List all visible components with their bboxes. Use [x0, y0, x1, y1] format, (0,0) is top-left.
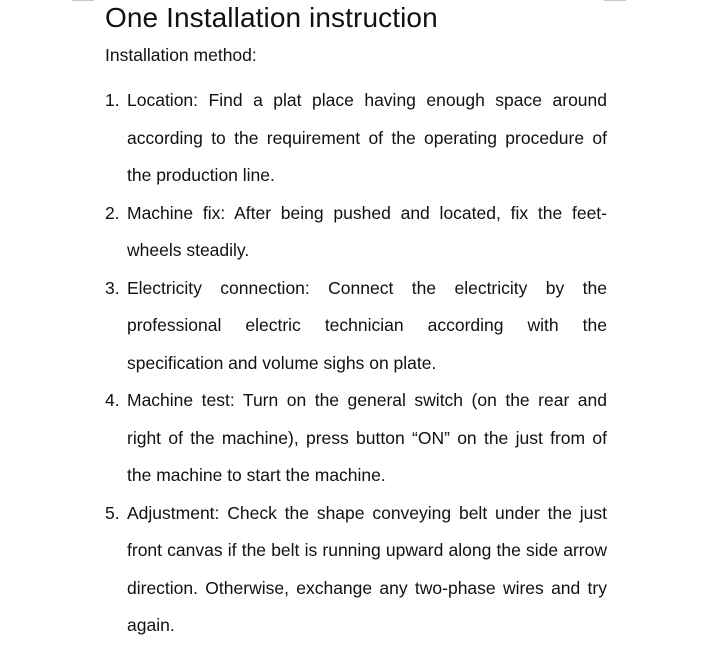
step-item-2 — [105, 195, 607, 270]
step-number: 3. — [105, 277, 120, 298]
step-item-3 — [105, 270, 607, 383]
page-corner-mark-left — [72, 0, 94, 1]
installation-steps-list — [105, 82, 607, 645]
step-text: Machine test: Turn on the general switch (on the rear and right of the machine), press button “ON” on the just from of the machine to start the machine. — [127, 390, 607, 485]
document-title: One Installation instruction — [105, 2, 438, 33]
step-text: Location: Find a plat place having enough space around according to the requirement of the operating procedure of the production line. — [127, 90, 607, 185]
step-item-4 — [105, 382, 607, 495]
step-text: Adjustment: Check the shape conveying belt under the just front canvas if the belt is running upward along the side arrow direction. Otherwise, exchange any two-phase wires and try again. — [127, 502, 607, 635]
step-item-5 — [105, 495, 607, 645]
step-number: 4. — [105, 390, 120, 410]
section-subtitle: Installation method: — [105, 45, 257, 65]
document-body — [105, 0, 607, 645]
step-number: 2. — [105, 202, 120, 223]
step-text: Machine fix: After being pushed and located, fix the feet-wheels steadily. — [127, 202, 607, 260]
step-number: 5. — [105, 502, 120, 523]
step-text: Electricity connection: Connect the electricity by the professional electric technician according with the specification and volume sighs on plate. — [127, 277, 607, 373]
step-number: 1. — [105, 90, 120, 110]
step-item-1 — [105, 82, 607, 195]
page-corner-mark-right — [604, 0, 626, 1]
